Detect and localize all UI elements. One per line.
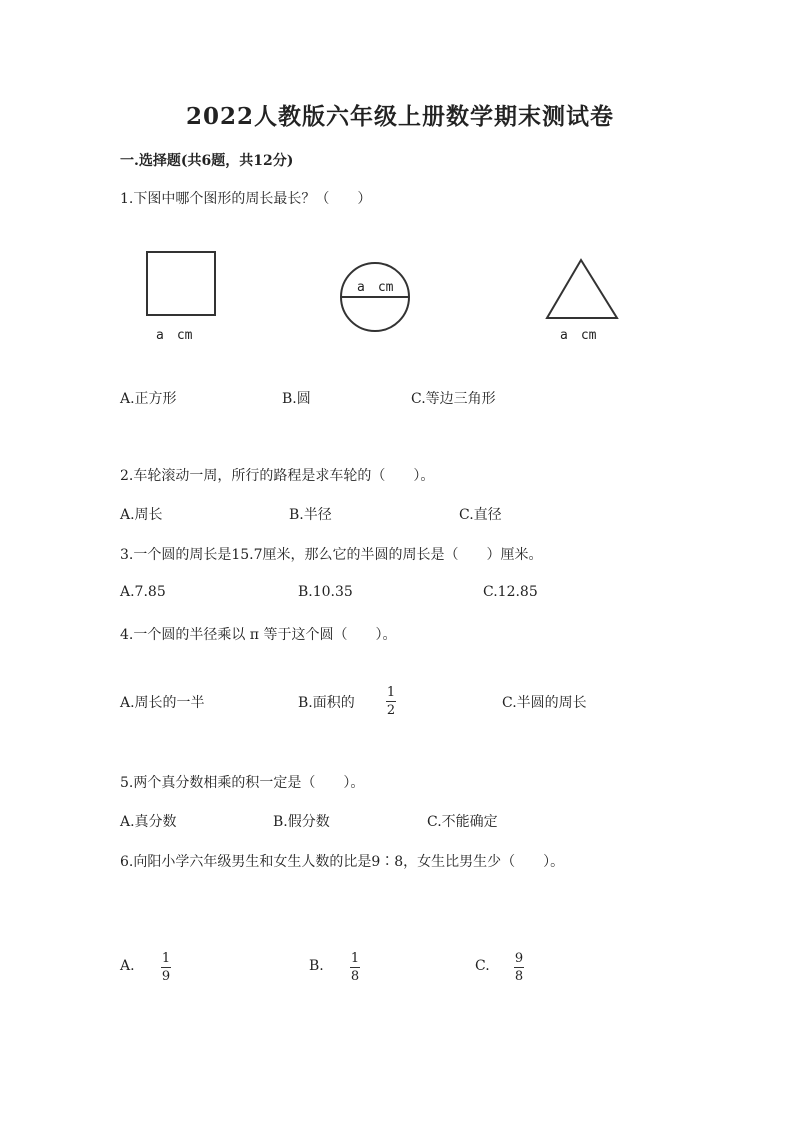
- q6-option-a-fraction: [161, 951, 171, 984]
- q4-option-a: A.周长的一半: [120, 695, 205, 711]
- square-label: a cm: [156, 328, 193, 343]
- q1-option-a: A.正方形: [120, 391, 177, 407]
- square-figure: [140, 245, 225, 320]
- triangle-figure: [543, 255, 623, 323]
- fraction-denominator: 8: [350, 969, 360, 984]
- fraction-numerator: 9: [514, 951, 524, 966]
- fraction-bar: [161, 967, 171, 968]
- question-4: 4.一个圆的半径乘以 π 等于这个圆（ ）。: [120, 627, 397, 643]
- q4-option-b-fraction: [386, 685, 396, 718]
- question-3: 3.一个圆的周长是15.7厘米，那么它的半圆的周长是（ ）厘米。: [120, 547, 543, 563]
- question-1: 1.下图中哪个图形的周长最长？（ ）: [120, 191, 372, 207]
- q1-option-c: C.等边三角形: [411, 391, 496, 407]
- q5-option-b: B.假分数: [273, 814, 330, 830]
- q3-option-b: B.10.35: [298, 584, 353, 600]
- q6-option-a-label: A.: [120, 958, 135, 974]
- fraction-bar: [514, 967, 524, 968]
- q5-option-a: A.真分数: [120, 814, 177, 830]
- fraction-numerator: 1: [386, 685, 396, 700]
- fraction-bar: [386, 701, 396, 702]
- question-6: 6.向阳小学六年级男生和女生人数的比是9∶8，女生比男生少（ ）。: [120, 854, 565, 870]
- q2-option-b: B.半径: [289, 507, 332, 523]
- q1-option-b: B.圆: [282, 391, 311, 407]
- circle-figure: [335, 257, 415, 337]
- section-heading: 一.选择题(共6题，共12分): [120, 153, 294, 169]
- fraction-denominator: 8: [514, 969, 524, 984]
- question-5: 5.两个真分数相乘的积一定是（ ）。: [120, 775, 365, 791]
- q4-option-c: C.半圆的周长: [502, 695, 587, 711]
- question-2: 2.车轮滚动一周，所行的路程是求车轮的（ ）。: [120, 468, 435, 484]
- fraction-denominator: 2: [386, 703, 396, 718]
- q2-option-c: C.直径: [459, 507, 502, 523]
- triangle-label: a cm: [560, 328, 597, 343]
- q3-option-a: A.7.85: [120, 584, 166, 600]
- fraction-denominator: 9: [161, 969, 171, 984]
- fraction-numerator: 1: [161, 951, 171, 966]
- fraction-bar: [350, 967, 360, 968]
- q6-option-c-label: C.: [475, 958, 490, 974]
- q6-option-b-fraction: [350, 951, 360, 984]
- circle-label: a cm: [357, 280, 394, 295]
- q2-option-a: A.周长: [120, 507, 163, 523]
- page-title: 2022人教版六年级上册数学期末测试卷: [185, 103, 614, 130]
- q3-option-c: C.12.85: [483, 584, 538, 600]
- q6-option-c-fraction: [514, 951, 524, 984]
- q6-option-b-label: B.: [309, 958, 324, 974]
- q4-option-b: B.面积的: [298, 695, 355, 711]
- q5-option-c: C.不能确定: [427, 814, 498, 830]
- fraction-numerator: 1: [350, 951, 360, 966]
